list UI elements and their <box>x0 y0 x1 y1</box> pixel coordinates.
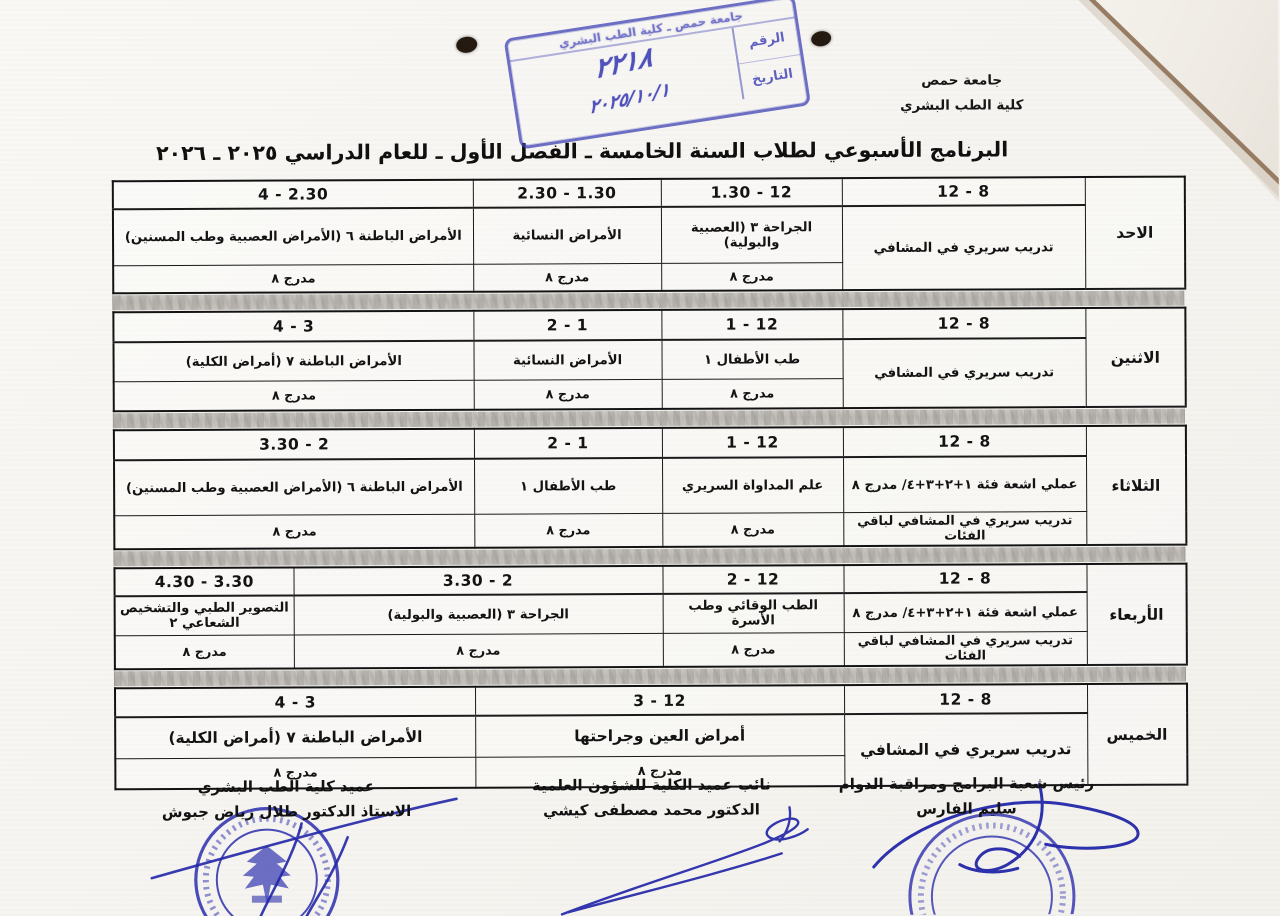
stamp-date-label: التاريخ <box>750 66 794 88</box>
registry-stamp <box>504 0 812 150</box>
letterhead <box>900 72 1024 114</box>
university-name: جامعة حمص <box>921 72 1003 89</box>
hall-cell: مدرج ٨ <box>663 633 844 667</box>
hall-cell: مدرج ٨ <box>661 263 842 291</box>
subject-cell: الأمراض الباطنة ٦ (الأمراض العصبية وطب المسنين) <box>114 459 474 516</box>
signature-name: سليم الفارس <box>916 799 1017 818</box>
subject-cell: علم المداواة السريري <box>662 457 843 513</box>
vice-dean-signature <box>562 807 808 914</box>
hall-cell: مدرج ٨ <box>114 514 474 549</box>
subject-cell: الطب الوقائي وطب الأسرة <box>663 593 844 633</box>
subject-cell: الأمراض النسائية <box>473 207 661 264</box>
dean-round-stamp <box>196 808 339 916</box>
hall-cell: مدرج ٨ <box>662 513 843 547</box>
signature-programs-head <box>801 774 1131 818</box>
time-cell: 1.30 - 12 <box>661 178 842 207</box>
time-cell: 4 - 3 <box>113 311 473 343</box>
subject-cell: الأمراض النسائية <box>473 340 661 380</box>
time-cell: 3.30 - 2 <box>114 429 474 461</box>
time-cell: 12 - 8 <box>844 684 1087 714</box>
time-cell: 2 - 1 <box>474 428 662 459</box>
subject-cell: تدريب سريري في المشافي <box>842 205 1085 290</box>
hall-cell: مدرج ٨ <box>113 264 473 293</box>
weekly-schedule-table <box>112 176 1187 794</box>
signature-vice-dean <box>506 775 796 819</box>
subject-cell: تدريب سريري في المشافي <box>844 713 1087 786</box>
time-cell: 2 - 1 <box>473 310 661 341</box>
subject-cell: الأمراض الباطنة ٧ (أمراض الكلية) <box>113 341 473 382</box>
hall-cell: تدريب سريري في المشافي لباقي الفئات <box>844 632 1087 667</box>
signature-role: نائب عميد الكلية للشؤون العلمية <box>531 775 771 795</box>
stamp-number-label: الرقم <box>733 18 800 64</box>
time-cell: 4.30 - 3.30 <box>114 568 293 597</box>
hall-cell: مدرج ٨ <box>474 379 662 409</box>
signature-role: عميد كلية الطب البشري <box>197 777 376 796</box>
day-cell: الثلاثاء <box>1086 426 1187 545</box>
subject-cell: الأمراض الباطنة ٧ (أمراض الكلية) <box>115 716 475 759</box>
hall-cell: مدرج ٨ <box>662 379 843 409</box>
hall-cell: مدرج ٨ <box>475 756 844 788</box>
time-cell: 3 - 12 <box>475 685 844 716</box>
day-block-tuesday <box>113 425 1188 551</box>
time-cell: 3.30 - 2 <box>293 566 662 596</box>
hall-cell: تدريب سريري في المشافي لباقي الفئات <box>843 512 1086 547</box>
subject-cell: طب الأطفال ١ <box>661 339 842 379</box>
subject-cell: عملي اشعة فئة ١+٢+٣+٤/ مدرج ٨ <box>844 592 1087 633</box>
day-cell: الاثنين <box>1085 308 1185 407</box>
day-cell: الخميس <box>1087 684 1187 785</box>
signature-dean <box>121 777 451 821</box>
hall-cell: مدرج ٨ <box>114 380 474 411</box>
day-block-monday <box>112 307 1186 413</box>
stamp-org-line: جامعة حمص ـ كلية الطب البشري <box>507 0 795 62</box>
day-cell: الأربعاء <box>1086 564 1186 665</box>
page-corner-fold <box>1068 0 1279 203</box>
day-block-sunday <box>112 176 1186 295</box>
subject-cell: عملي اشعة فئة ١+٢+٣+٤/ مدرج ٨ <box>843 456 1086 513</box>
signature-name: الاستاذ الدكتور طلال رياض جبوش <box>161 802 412 822</box>
subject-cell: الجراحة ٣ (العصبية والبولية) <box>294 594 663 635</box>
time-cell: 1 - 12 <box>662 427 843 458</box>
day-block-wednesday <box>113 563 1187 671</box>
hall-cell: مدرج ٨ <box>474 513 662 547</box>
faculty-name: كلية الطب البشري <box>900 97 1024 114</box>
time-cell: 4 - 3 <box>115 687 475 718</box>
subject-cell: الجراحة ٣ (العصبية والبولية) <box>661 206 842 263</box>
subject-cell: أمراض العين وجراحتها <box>475 714 844 757</box>
signature-role: رئيس شعبة البرامج ومراقبة الدوام <box>838 774 1095 794</box>
page-title: البرنامج الأسبوعي لطلاب السنة الخامسة ـ الفصل الأول ـ للعام الدراسي ٢٠٢٥ ـ ٢٠٢٦ <box>156 137 1009 166</box>
punch-hole-right <box>810 30 832 48</box>
hall-cell: مدرج ٨ <box>115 757 475 789</box>
time-cell: 12 - 8 <box>843 564 1086 593</box>
time-cell: 2.30 - 1.30 <box>473 179 661 208</box>
hall-cell: مدرج ٨ <box>115 635 294 669</box>
signature-name: الدكتور محمد مصطفى كيشي <box>543 800 760 820</box>
time-cell: 2 - 12 <box>662 565 843 594</box>
subject-cell: الأمراض الباطنة ٦ (الأمراض العصبية وطب المسنين) <box>113 208 473 266</box>
time-cell: 12 - 8 <box>842 177 1085 206</box>
punch-hole-left <box>455 35 478 54</box>
time-cell: 1 - 12 <box>661 309 842 340</box>
programs-round-stamp <box>910 814 1075 916</box>
day-cell: الاحد <box>1085 177 1185 289</box>
stamp-number-value: ٢٢١٨ <box>594 40 653 86</box>
subject-cell: طب الأطفال ١ <box>474 458 662 514</box>
stamp-labels <box>732 18 806 99</box>
hall-cell: مدرج ٨ <box>473 263 661 291</box>
time-cell: 12 - 8 <box>843 426 1086 457</box>
time-cell: 4 - 2.30 <box>113 180 473 210</box>
time-cell: 12 - 8 <box>842 308 1085 339</box>
subject-cell: التصوير الطبي والتشخيص الشعاعي ٢ <box>115 596 294 636</box>
stamp-date-value: ٢٠٢٥/١٠/١ <box>588 78 670 119</box>
subject-cell: تدريب سريري في المشافي <box>842 338 1085 408</box>
hall-cell: مدرج ٨ <box>294 633 663 668</box>
